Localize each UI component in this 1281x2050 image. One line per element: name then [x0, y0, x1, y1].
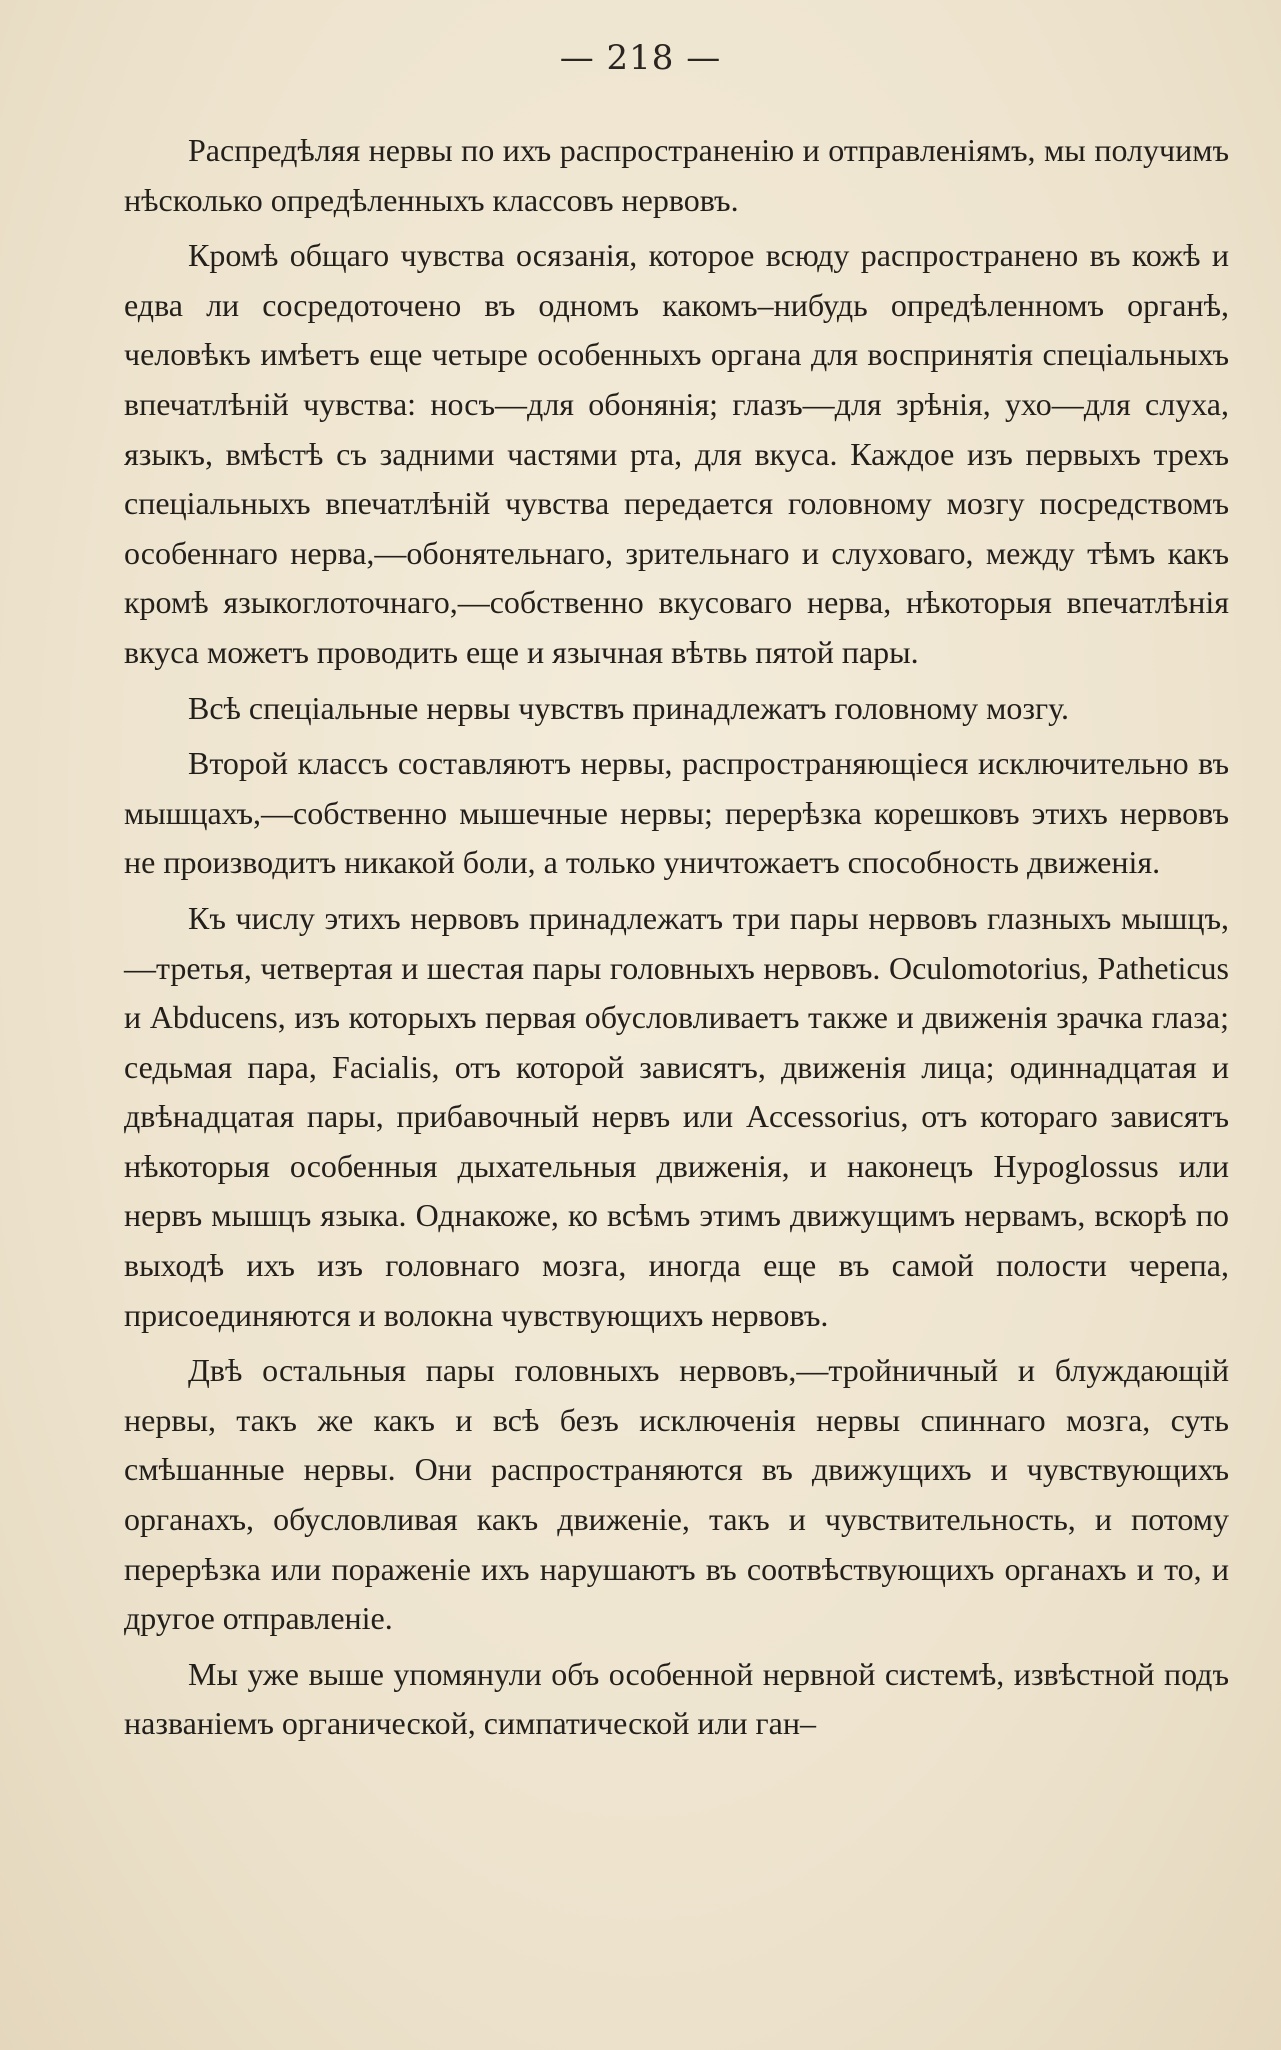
paragraph-7: Мы уже выше упомянули объ особенной нервной системѣ, извѣстной подъ названіемъ органической, симпатической или ган– [124, 1655, 1229, 1742]
paragraph-4: Второй классъ составляютъ нервы, распространяющіеся исключительно въ мышцахъ,—собственно мышечные нервы; перерѣзка корешковъ этихъ нервовъ не производитъ никакой боли, а только уничтожаетъ способность движенія. [124, 745, 1229, 881]
page-number: — 218 — [559, 38, 722, 78]
paragraph-6: Двѣ остальныя пары головныхъ нервовъ,—тройничный и блуждающій нервы, такъ же какъ и всѣ безъ исключенія нервы спиннаго мозга, суть смѣшанные нервы. Они распространяются въ движущихъ и чувствующихъ органахъ, обусловливая какъ движеніе, такъ и чувствительность, и потому перерѣзка или пораженіе ихъ нарушаютъ въ соотвѣствующихъ органахъ и то, и другое отправленіе. [124, 1352, 1229, 1637]
paragraph-2: Кромѣ общаго чувства осязанія, которое всюду распространено въ кожѣ и едва ли сосредоточено въ одномъ какомъ–нибудь опредѣленномъ органѣ, человѣкъ имѣетъ еще четыре особенныхъ органа для воспринятія спеціальныхъ впечатлѣній чувства: носъ—для обонянія; глазъ—для зрѣнія, ухо—для слуха, языкъ, вмѣстѣ съ задними частями рта, для вкуса. Каждое изъ первыхъ трехъ спеціальныхъ впечатлѣній чувства передается головному мозгу посредствомъ особеннаго нерва,—обонятельнаго, зрительнаго и слуховаго, между тѣмъ какъ кромѣ языкоглоточнаго,—собственно вкусоваго нерва, нѣкоторыя впечатлѣнія вкуса можетъ проводить еще и язычная вѣтвь пятой пары. [124, 237, 1229, 670]
body-text [124, 126, 1229, 1749]
paragraph-3: Всѣ спеціальные нервы чувствъ принадлежатъ головному мозгу. [188, 689, 1069, 726]
paragraph-5: Къ числу этихъ нервовъ принадлежатъ три пары нервовъ глазныхъ мышцъ,—третья, четвертая и шестая пары головныхъ нервовъ. Oculomotorius, Patheticus и Abducens, изъ которыхъ первая обусловливаетъ также и движенія зрачка глаза; седьмая пара, Facialis, отъ которой зависятъ, движенія лица; одиннадцатая и двѣнадцатая пары, прибавочный нервъ или Accessorius, отъ котораго зависятъ нѣкоторыя особенныя дыхательныя движенія, и наконецъ Hypoglossus или нервъ мышцъ языка. Однакоже, ко всѣмъ этимъ движущимъ нервамъ, вскорѣ по выходѣ ихъ изъ головнаго мозга, иногда еще въ самой полости черепа, присоединяются и волокна чувствующихъ нервовъ. [124, 899, 1229, 1333]
paragraph-1: Распредѣляя нервы по ихъ распространенію и отправленіямъ, мы получимъ нѣсколько опредѣленныхъ классовъ нервовъ. [124, 132, 1229, 218]
